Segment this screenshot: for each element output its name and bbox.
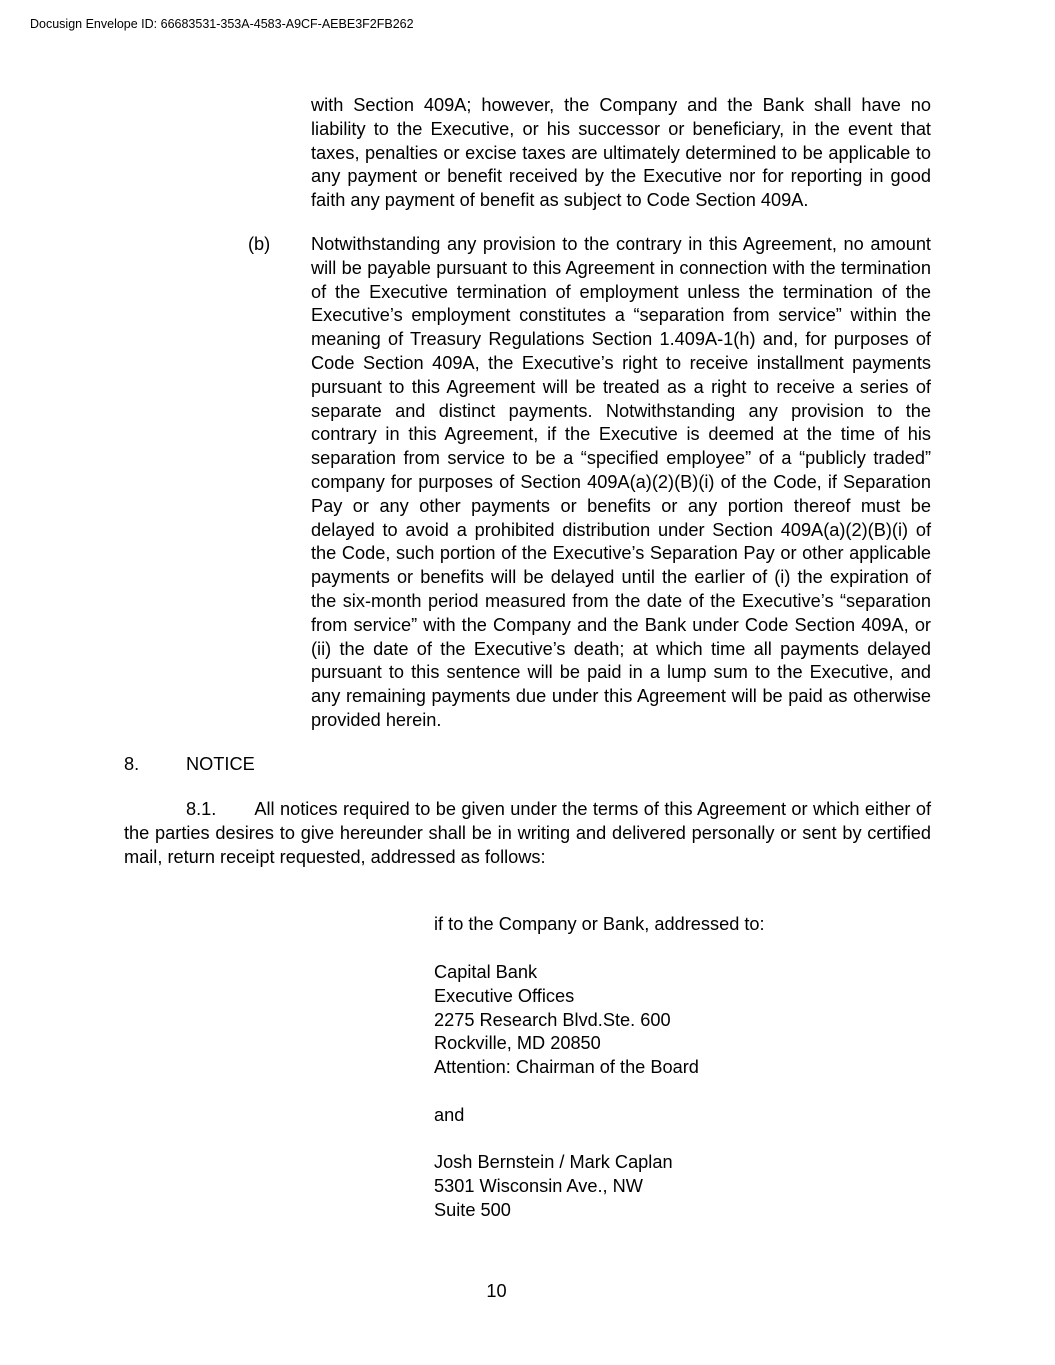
section-8-title: NOTICE — [186, 754, 255, 774]
address-and: and — [434, 1105, 465, 1125]
address-line: Attention: Chairman of the Board — [434, 1057, 699, 1078]
subsection-b-label: (b) — [248, 234, 271, 254]
address-line: 2275 Research Blvd.Ste. 600 — [434, 1009, 671, 1030]
subsection-b-paragraph: Notwithstanding any provision to the contrary in this Agreement, no amount will be payable pursuant to this Agreement in connection with the termination of the Executive termination of employment unless the termination of the Executive’s employment constitutes a “separation from service” within the meaning of Treasury Regulations Section 1.409A-1(h) and, for purposes of Code Section 409A, the Executive’s right to receive installment payments pursuant to this Agreement will be treated as a right to receive a series of separate and distinct payments. Notwithstanding any provision to the contrary in this Agreement, if the Executive is deemed at the time of his separation from service to be a “specified employee” of a “publicly traded” company for purposes of Section 409A(a)(2)(B)(i) of the Code, if Separation Pay or any other payments or benefits or any portion thereof must be delayed to avoid a prohibited distribution under Section 409A(a)(2)(B)(i) of the Code, such portion of the Executive’s Separation Pay or other applicable payments or benefits will be delayed until the earlier of (i) the expiration of the six-month period measured from the date of the Executive’s “separation from service” with the Company and the Bank under Code Section 409A, or (ii) the date of the Executive’s death; at which time all payments delayed pursuant to this sentence will be paid in a lump sum to the Executive, and any remaining payments due under this Agreement will be paid as otherwise provided herein. — [311, 234, 931, 730]
section-8-1-paragraph — [124, 798, 931, 869]
company-address-block — [434, 961, 699, 1080]
section-8-number: 8. — [124, 754, 140, 774]
address-line: Josh Bernstein / Mark Caplan — [434, 1152, 673, 1172]
address-line: Executive Offices — [434, 985, 575, 1006]
address-intro: if to the Company or Bank, addressed to: — [434, 914, 765, 934]
section-8-1-number: 8.1. — [186, 799, 217, 819]
section-409a-continuation-paragraph: with Section 409A; however, the Company and the Bank shall have no liability to the Executive, or his successor or beneficiary, in the event that taxes, penalties or excise taxes are ultimately determined to be applicable to any payment or benefit received by the Executive nor for reporting in good faith any payment of benefit as subject to Code Section 409A. — [311, 95, 931, 211]
docusign-envelope-id: Docusign Envelope ID: 66683531-353A-4583-A9CF-AEBE3F2FB262 — [30, 17, 414, 31]
address-line: Capital Bank — [434, 962, 538, 982]
address-line: Rockville, MD 20850 — [434, 1033, 601, 1054]
page-number: 10 — [486, 1281, 507, 1301]
address-line: 5301 Wisconsin Ave., NW — [434, 1175, 643, 1196]
address-line: Suite 500 — [434, 1199, 511, 1220]
section-8-1-text: All notices required to be given under the terms of this Agreement or which either of the parties desires to give hereunder shall be in writing and delivered personally or sent by certified mail, return receipt requested, addressed as follows: — [124, 799, 931, 867]
copy-address-block — [434, 1151, 673, 1222]
